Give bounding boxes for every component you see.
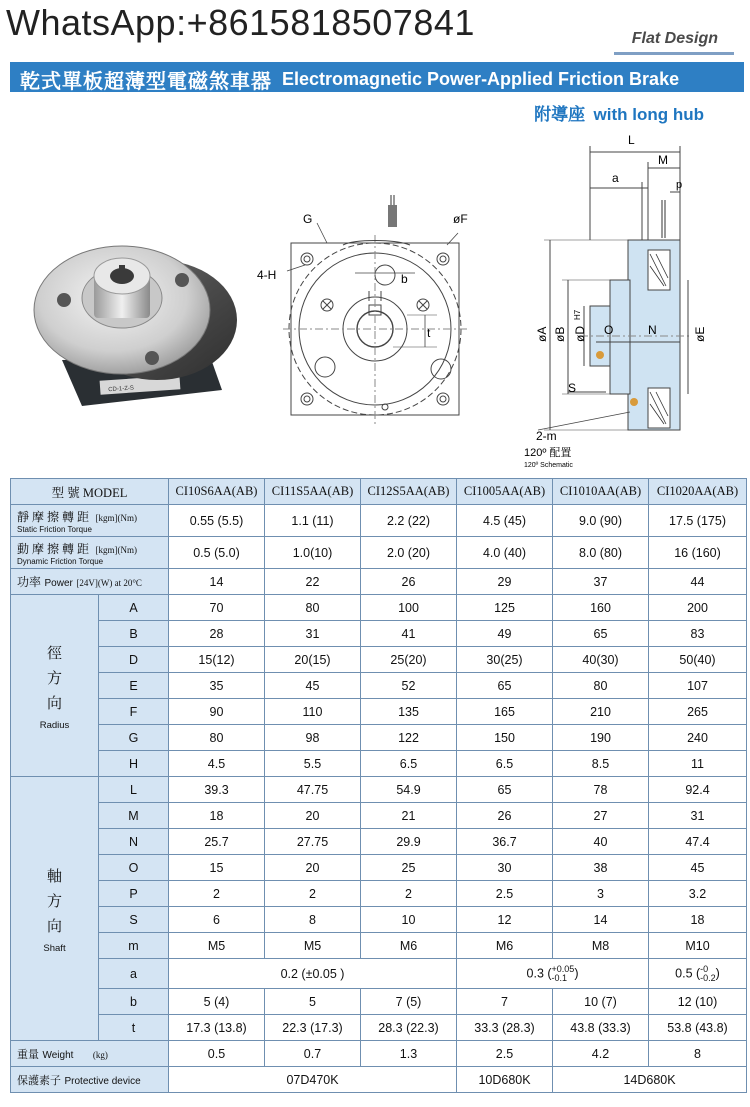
table-cell: 5.5 (265, 751, 361, 777)
table-cell: 38 (553, 855, 649, 881)
table-cell: 4.5 (45) (457, 505, 553, 537)
table-cell: 2 (169, 881, 265, 907)
table-cell: 20 (265, 803, 361, 829)
table-cell: 36.7 (457, 829, 553, 855)
table-cell: 6.5 (457, 751, 553, 777)
label-b-dia: øB (553, 326, 567, 342)
table-row (11, 881, 747, 907)
power-label: 功率 Power [24V](W) at 20°C (11, 569, 169, 595)
table-cell: 26 (361, 569, 457, 595)
dimension-key: B (99, 621, 169, 647)
protective-device-row (11, 1067, 747, 1093)
table-row (11, 907, 747, 933)
label-a-dia: øA (535, 326, 549, 342)
table-cell: 22 (265, 569, 361, 595)
model-name: CI1020AA(AB) (649, 479, 747, 505)
table-cell: 0.5 (169, 1041, 265, 1067)
table-cell: 9.0 (90) (553, 505, 649, 537)
table-cell: 8.0 (80) (553, 537, 649, 569)
table-cell: 7 (457, 989, 553, 1015)
table-cell: 4.2 (553, 1041, 649, 1067)
table-cell: 240 (649, 725, 747, 751)
table-cell: 3 (553, 881, 649, 907)
table-cell: 14D680K (553, 1067, 747, 1093)
table-cell: 15(12) (169, 647, 265, 673)
table-cell: 265 (649, 699, 747, 725)
table-cell: 52 (361, 673, 457, 699)
table-cell: 28.3 (22.3) (361, 1015, 457, 1041)
model-name: CI11S5AA(AB) (265, 479, 361, 505)
table-cell: 41 (361, 621, 457, 647)
table-cell: 1.1 (11) (265, 505, 361, 537)
title-banner (10, 62, 744, 92)
mount-hole (437, 253, 449, 265)
hub-cn: 附導座 (534, 105, 586, 125)
dimension-key: a (99, 959, 169, 989)
table-cell: 31 (265, 621, 361, 647)
label-a: a (612, 171, 619, 185)
table-cell: 27 (553, 803, 649, 829)
hub-en: with long hub (593, 105, 704, 124)
group-label: 軸 方 向 Shaft (11, 777, 99, 1041)
table-cell: 4.5 (169, 751, 265, 777)
table-cell: 39.3 (169, 777, 265, 803)
table-cell: 22.3 (17.3) (265, 1015, 361, 1041)
label-l: L (628, 133, 635, 147)
table-cell: 12 (10) (649, 989, 747, 1015)
table-cell: 47.75 (265, 777, 361, 803)
table-cell: 14 (553, 907, 649, 933)
side-view-drawing (490, 130, 720, 475)
table-cell: 29 (457, 569, 553, 595)
dimension-key: A (99, 595, 169, 621)
table-cell: 2.5 (457, 1041, 553, 1067)
mount-hole (301, 393, 313, 405)
table-cell: 160 (553, 595, 649, 621)
label-t: t (427, 326, 431, 340)
table-cell: 10 (361, 907, 457, 933)
weight-label: 重量 Weight (kg) (11, 1041, 169, 1067)
config-cn: 120º 配置 (524, 447, 572, 459)
dimension-key: S (99, 907, 169, 933)
table-row (11, 989, 747, 1015)
table-cell: 10D680K (457, 1067, 553, 1093)
product-plate-label: CD-1-Z-S (108, 385, 135, 394)
table-cell: 3.2 (649, 881, 747, 907)
dimension-key: F (99, 699, 169, 725)
table-cell: 54.9 (361, 777, 457, 803)
table-cell: 49 (457, 621, 553, 647)
table-cell: 1.3 (361, 1041, 457, 1067)
product-photo (22, 240, 242, 416)
table-cell: 8 (265, 907, 361, 933)
table-cell: 80 (265, 595, 361, 621)
table-row (11, 803, 747, 829)
title-en: Electromagnetic Power-Applied Friction Brake (282, 69, 680, 89)
table-cell: 21 (361, 803, 457, 829)
table-cell: 65 (457, 673, 553, 699)
table-cell: 0.7 (265, 1041, 361, 1067)
config-en: 120º Schematic (524, 462, 573, 469)
table-cell: 125 (457, 595, 553, 621)
label-f: øF (453, 212, 468, 226)
table-cell: 1.0(10) (265, 537, 361, 569)
table-row (11, 621, 747, 647)
label-m: M (658, 153, 668, 167)
table-cell: 40 (553, 829, 649, 855)
table-cell: 8.5 (553, 751, 649, 777)
table-cell: 18 (169, 803, 265, 829)
table-row (11, 751, 747, 777)
protective-device-label: 保護素子 Protective device (11, 1067, 169, 1093)
radius-section (11, 595, 747, 777)
mount-hole (437, 393, 449, 405)
model-name: CI1005AA(AB) (457, 479, 553, 505)
table-row (11, 855, 747, 881)
dimension-key: L (99, 777, 169, 803)
table-cell: 40(30) (553, 647, 649, 673)
table-cell: 2.5 (457, 881, 553, 907)
table-cell: 110 (265, 699, 361, 725)
table-cell: 16 (160) (649, 537, 747, 569)
dimension-key: M (99, 803, 169, 829)
front-view-drawing (255, 195, 480, 450)
label-e-dia: øE (693, 326, 707, 342)
table-cell: 7 (5) (361, 989, 457, 1015)
model-label: 型 號 MODEL (11, 479, 169, 505)
table-cell: 12 (457, 907, 553, 933)
spec-table (10, 478, 747, 1093)
table-row (11, 777, 747, 803)
whatsapp-contact: WhatsApp:+8615818507841 (6, 2, 475, 43)
static-torque-label: 靜摩擦轉距 [kgm](Nm) Static Friction Torque (11, 505, 169, 537)
model-name: CI12S5AA(AB) (361, 479, 457, 505)
table-row (11, 933, 747, 959)
dimension-key: H (99, 751, 169, 777)
label-g: G (303, 212, 313, 226)
table-cell: 5 (4) (169, 989, 265, 1015)
title-cn: 乾式單板超薄型電磁煞車器 (20, 69, 272, 93)
table-row (11, 595, 747, 621)
group-label: 徑 方 向 Radius (11, 595, 99, 777)
dimension-key: t (99, 1015, 169, 1041)
table-cell: 14 (169, 569, 265, 595)
table-cell: 90 (169, 699, 265, 725)
table-cell: 65 (457, 777, 553, 803)
label-n: N (648, 323, 657, 337)
table-cell: 45 (649, 855, 747, 881)
weight-row (11, 1041, 747, 1067)
label-o: O (604, 323, 614, 337)
table-cell: 0.3 ( +0.05 -0.1 ) (457, 959, 649, 989)
model-name: CI10S6AA(AB) (169, 479, 265, 505)
table-cell: 25 (361, 855, 457, 881)
table-cell: 17.5 (175) (649, 505, 747, 537)
dimension-key: m (99, 933, 169, 959)
table-cell: 15 (169, 855, 265, 881)
table-cell: 29.9 (361, 829, 457, 855)
table-cell: 210 (553, 699, 649, 725)
dynamic-torque-label: 動摩擦轉距 [kgm](Nm) Dynamic Friction Torque (11, 537, 169, 569)
table-cell: 190 (553, 725, 649, 751)
model-name: CI1010AA(AB) (553, 479, 649, 505)
table-row (11, 699, 747, 725)
table-cell: M10 (649, 933, 747, 959)
label-h: 4-H (257, 268, 277, 282)
table-cell: M8 (553, 933, 649, 959)
table-cell: M5 (169, 933, 265, 959)
table-cell: 37 (553, 569, 649, 595)
table-cell: 6.5 (361, 751, 457, 777)
table-cell: 50(40) (649, 647, 747, 673)
table-cell: 2 (265, 881, 361, 907)
table-cell: 30(25) (457, 647, 553, 673)
table-cell: 20(15) (265, 647, 361, 673)
dimension-key: P (99, 881, 169, 907)
table-cell: 200 (649, 595, 747, 621)
table-row (11, 647, 747, 673)
flat-design-underline (614, 52, 734, 55)
table-cell: 17.3 (13.8) (169, 1015, 265, 1041)
table-cell: 0.2 (±0.05 ) (169, 959, 457, 989)
shaft-bore (110, 268, 134, 284)
hub-subtitle (534, 100, 704, 125)
table-cell: 150 (457, 725, 553, 751)
table-cell: 07D470K (169, 1067, 457, 1093)
table-cell: 0.5 ( -0 -0.2 ) (649, 959, 747, 989)
table-cell: M6 (361, 933, 457, 959)
static-torque-row (11, 505, 747, 537)
table-cell: 27.75 (265, 829, 361, 855)
table-cell: 45 (265, 673, 361, 699)
label-p: p (676, 179, 683, 191)
model-header-row (11, 479, 747, 505)
dynamic-torque-row (11, 537, 747, 569)
table-cell: 28 (169, 621, 265, 647)
table-cell: 122 (361, 725, 457, 751)
table-cell: 83 (649, 621, 747, 647)
table-row (11, 725, 747, 751)
table-cell: 43.8 (33.3) (553, 1015, 649, 1041)
label-s: S (568, 381, 577, 395)
table-row (11, 1015, 747, 1041)
table-cell: 26 (457, 803, 553, 829)
table-cell: 6 (169, 907, 265, 933)
table-cell: 135 (361, 699, 457, 725)
table-cell: 80 (553, 673, 649, 699)
table-cell: 2.2 (22) (361, 505, 457, 537)
table-cell: 65 (553, 621, 649, 647)
table-cell: 11 (649, 751, 747, 777)
table-cell: 165 (457, 699, 553, 725)
table-cell: 0.5 (5.0) (169, 537, 265, 569)
shaft-section (11, 777, 747, 1041)
dimension-key: O (99, 855, 169, 881)
table-cell: 47.4 (649, 829, 747, 855)
table-cell: 44 (649, 569, 747, 595)
label-m-thread: 2-m (536, 429, 557, 443)
table-cell: 92.4 (649, 777, 747, 803)
flat-design-label: Flat Design (631, 30, 718, 47)
table-cell: 4.0 (40) (457, 537, 553, 569)
table-cell: 2 (361, 881, 457, 907)
table-cell: 20 (265, 855, 361, 881)
table-cell: 80 (169, 725, 265, 751)
table-cell: 107 (649, 673, 747, 699)
table-cell: 70 (169, 595, 265, 621)
dimension-key: N (99, 829, 169, 855)
label-d-dia: øD (573, 326, 587, 342)
table-row (11, 829, 747, 855)
table-cell: 53.8 (43.8) (649, 1015, 747, 1041)
label-d-tol: H7 (573, 309, 582, 320)
table-cell: M6 (457, 933, 553, 959)
table-cell: 30 (457, 855, 553, 881)
power-row (11, 569, 747, 595)
table-cell: 33.3 (28.3) (457, 1015, 553, 1041)
dimension-key: G (99, 725, 169, 751)
table-cell: 78 (553, 777, 649, 803)
table-row (11, 959, 747, 989)
dimension-key: D (99, 647, 169, 673)
table-cell: 25(20) (361, 647, 457, 673)
label-b: b (401, 272, 408, 286)
table-cell: M5 (265, 933, 361, 959)
table-cell: 35 (169, 673, 265, 699)
table-cell: 31 (649, 803, 747, 829)
table-cell: 100 (361, 595, 457, 621)
table-cell: 5 (265, 989, 361, 1015)
mount-hole (301, 253, 313, 265)
table-cell: 2.0 (20) (361, 537, 457, 569)
dimension-key: b (99, 989, 169, 1015)
dimension-key: E (99, 673, 169, 699)
table-cell: 25.7 (169, 829, 265, 855)
table-cell: 8 (649, 1041, 747, 1067)
table-row (11, 673, 747, 699)
table-cell: 10 (7) (553, 989, 649, 1015)
table-cell: 0.55 (5.5) (169, 505, 265, 537)
table-cell: 18 (649, 907, 747, 933)
table-cell: 98 (265, 725, 361, 751)
